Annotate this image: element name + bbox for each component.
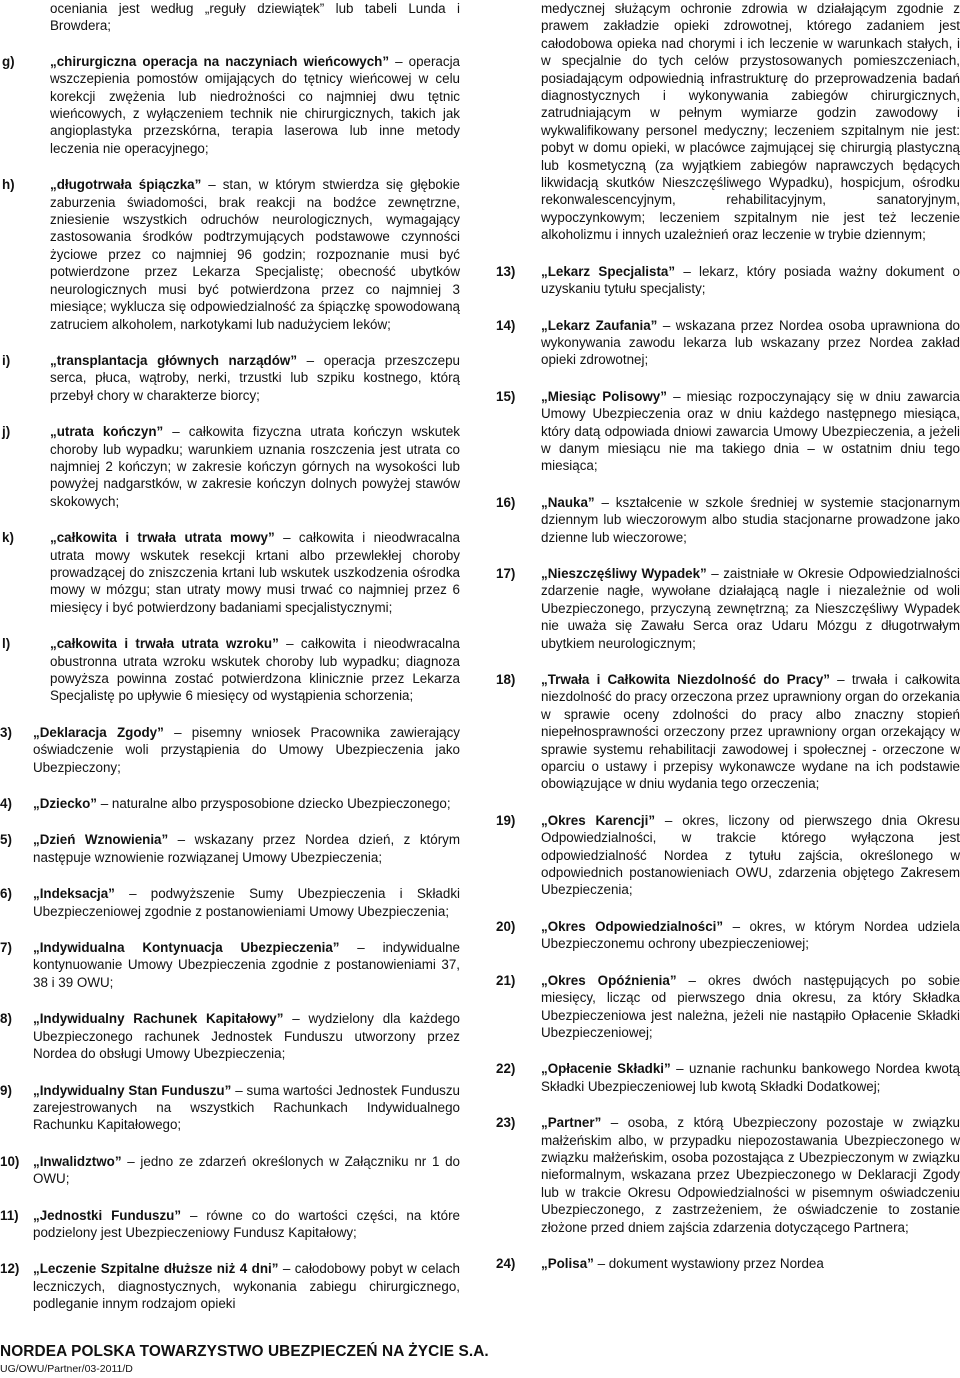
definition-text: – stan, w którym stwierdza się głębokie zaburzenia świadomości, brak reakcji na bodźce zewnętrzne, zniesienie wszystkich odruchów neurologicznych, wymagający zastosowania środków podtrzymujących podstawowe czynności życiowe przez co najmniej 96 godzin; rozpoznanie musi być potwierdzone przez Lekarza Specjalistę; obecność ubytków neurologicznych musi być potwierdzona przez co najmniej 3 miesiące; wyklucza się odpowiedzialność za śpiączkę spowodowaną zatruciem alkoholem, narkotykami lub nadużyciem leków; (50, 177, 460, 332)
item-number: 14) (496, 317, 516, 333)
definition-text: – kształcenie w szkole średniej w systemie stacjonarnym dziennym lub wieczorowym albo studia stacjonarne prowadzone jako dzienne lub wieczorowe; (541, 494, 960, 545)
item-number: h) (2, 177, 15, 193)
item-number: 22) (496, 1061, 516, 1077)
definition-text: – całodobowy pobyt w celach leczniczych, diagnostycznych, wykonania zabiegu chirurgicznego, podleganie innym rodzajom opieki (33, 1261, 461, 1312)
definition-9 (0, 1082, 460, 1134)
item-number: 19) (496, 812, 516, 828)
definition-text: – pisemny wniosek Pracownika zawierający oświadczenie woli przystąpienia do Umowy Ubezpieczenia jako Ubezpieczony; (33, 724, 460, 775)
item-number: 5) (0, 832, 12, 848)
definition-text: – lekarz, który posiada ważny dokument o uzyskaniu tytułu specjalisty; (541, 263, 960, 297)
term: „transplantacja głównych narządów” (50, 352, 298, 368)
definition-text: – indywidualne kontynuowanie Umowy Ubezpieczenia zgodnie z postanowieniami 37, 38 i 39 OWU; (33, 940, 460, 990)
term: „Indywidualna Kontynuacja Ubezpieczenia” (33, 940, 340, 956)
definition-text: – okres dwóch następujących po sobie miesięcy, licząc od pierwszego dnia okresu, za który Składka Ubezpieczeniowa jest należna, jeżeli nie nastąpiło Opłacenie Składki Ubezpieczeniowej; (541, 972, 960, 1040)
item-number: 24) (496, 1255, 516, 1271)
definition-6 (0, 885, 460, 920)
item-number: 18) (496, 672, 516, 687)
definition-text: – operacja wszczepienia pomostów omijających do tętnicy wieńcowej w celu korekcji zwężenia lub niedrożności co najmniej dwu tętnic wieńcowych, z wyłączeniem technik nie chirurgicznych, takich jak angioplastyka przezskórna, terapia laserowa lub inne metody leczenia nie operacyjnego; (50, 53, 460, 156)
left-intro: oceniania jest według „reguły dziewiątek” lub tabeli Lunda i Browdera; (50, 1, 460, 34)
item-number: 12) (0, 1261, 20, 1277)
term: „Indeksacja” (33, 886, 115, 902)
right-column (496, 0, 960, 1272)
definition-text: – okres, w którym Nordea udziela Ubezpieczonemu ochrony ubezpieczeniowej; (541, 918, 960, 952)
term: „Nauka” (541, 494, 595, 510)
definition-text: – miesiąc rozpoczynający się w dniu zawarcia Umowy Ubezpieczenia oraz w dniu każdego następnego miesiąca, który datą odpowiada dniowi zawarcia Umowy Ubezpieczenia, a jeżeli w danym miesiącu nie ma takiego dnia – w ostatnim dniu tego miesiąca; (541, 388, 960, 474)
term: „Dzień Wznowienia” (33, 832, 169, 848)
definition-text: – okres, liczony od pierwszego dnia Okresu Odpowiedzialności, w trakcie którego wyłączona jest odpowiedzialność Nordea z tytułu zajścia, określonego w odpowiednich postanowieniach OWU, zdarzenia objętego Zakresem Ubezpieczenia; (541, 812, 960, 898)
definition-h (0, 176, 460, 333)
definition-text: – całkowita i nieodwracalna utrata mowy wskutek resekcji krtani albo przewlekłej choroby prowadzącej do zniszczenia krtani lub wskutek uszkodzenia ośrodka mowy w mózgu; stan utraty mowy musi trwać co najmniej przez 6 miesięcy i być potwierdzony badaniami specjalistycznymi; (50, 530, 460, 615)
item-number: l) (2, 636, 11, 652)
definition-text: – trwała i całkowita niezdolność do pracy orzeczona przez uprawniony organ do orzekania w sprawie oceny zdolności do pracy albo znaczny stopień niepełnosprawności orzeczony przez uprawniony organ orzekający w sprawie systemu rehabilitacji zawodowej i społecznej - orzeczone w oparciu o ustawy i przepisy wykonawcze wydane na ich podstawie obowiązujące w dniu wydania tego orzeczenia; (541, 672, 960, 792)
term: „Dziecko” (33, 796, 97, 812)
term: „Opłacenie Składki” (541, 1061, 671, 1077)
definition-17 (496, 565, 960, 652)
definition-text: – uznanie rachunku bankowego Nordea kwotą Składki Ubezpieczeniowej lub kwotą Składki Dodatkowej; (541, 1061, 960, 1094)
term: „Okres Opóźnienia” (541, 972, 677, 988)
term: „Miesiąc Polisowy” (541, 388, 667, 404)
definition-7 (0, 939, 460, 991)
item-number: 6) (0, 886, 12, 902)
definition-text: – operacja przeszczepu serca, płuca, wątroby, nerki, trzustki lub szpiku kostnego, którą przebył chory w charakterze biorcy; (50, 352, 460, 403)
item-number: 13) (496, 263, 516, 279)
right-intro: medycznej służącym ochronie zdrowia w działającym zgodnie z prawem zakładzie opieki zdrowotnej, którego zadaniem jest całodobowa opieka nad chorymi i ich leczenie w warunkach stałych, i w specjalnie do tych celów przystosowanych pomieszczeniach, posiadającym odpowiednią infrastrukturę do przeprowadzenia badań diagnostycznych i wykonywania zabiegów chirurgicznych, zatrudniającym w pełnym wymiarze godzin zawodowy i wykwalifikowany personel medyczny; leczeniem szpitalnym nie jest: pobyt w domu opieki, w placówce zajmującej się chirurgią plastyczną lub kosmetyczną (za wyjątkiem zabiegów naprawczych będących likwidacją skutków Nieszczęśliwego Wypadku), hospicjum, ośrodku rekonwalescencyjnym, rehabilitacyjnym, sanatoryjnym, wypoczynkowym; leczeniem szpitalnym nie jest też leczenie alkoholizmu i innych uzależnień oraz leczenie w trybie dziennym; (541, 1, 960, 243)
definition-13 (496, 263, 960, 298)
term: „Nieszczęśliwy Wypadek” (541, 565, 707, 581)
left-column (0, 0, 460, 1313)
item-number: 11) (0, 1207, 19, 1223)
item-number: 3) (0, 724, 12, 740)
item-number: 17) (496, 565, 516, 581)
definition-18 (496, 671, 960, 793)
definition-15 (496, 388, 960, 475)
definition-24 (496, 1255, 960, 1272)
definition-text: – wskazana przez Nordea osoba uprawniona do wykonywania zawodu lekarza lub wskazany przez Nordea zakład opieki zdrowotnej; (541, 317, 960, 368)
item-number: 7) (0, 940, 12, 956)
term: „Okres Karencji” (541, 812, 656, 828)
item-number: 10) (0, 1153, 20, 1169)
item-number: g) (2, 53, 15, 69)
term: „Lekarz Zaufania” (541, 317, 658, 333)
term: „Partner” (541, 1115, 602, 1131)
definition-12 (0, 1260, 460, 1312)
term: „całkowita i trwała utrata wzroku” (50, 636, 279, 652)
term: „Polisa” (541, 1255, 594, 1271)
term: „Lekarz Specjalista” (541, 263, 676, 279)
item-number: j) (2, 424, 11, 440)
definition-text: – całkowita fizyczna utrata kończyn wskutek choroby lub wypadku; warunkiem uznania roszczenia jest utrata co najmniej 2 kończyn; w zakresie kończyn górnych na wysokości lub powyżej nadgarstków, w zakresie kończyn dolnych powyżej stawów skokowych; (50, 424, 461, 509)
definition-23 (496, 1114, 960, 1236)
item-number: 20) (496, 918, 516, 934)
term: „Inwalidztwo” (33, 1153, 122, 1169)
term: „Okres Odpowiedzialności” (541, 918, 724, 934)
term: „całkowita i trwała utrata mowy” (50, 530, 275, 546)
item-number: 8) (0, 1011, 12, 1027)
definition-14 (496, 317, 960, 369)
definition-text: – zaistniałe w Okresie Odpowiedzialności zdarzenie nagłe, wywołane działającą nagle i niezależnie od woli Ubezpieczonego, przyczyną zewnętrzną; za Nieszczęśliwy Wypadek nie uważa się Zawału Serca oraz Udaru Mózgu z długotrwałym ubytkiem neurologicznym; (541, 565, 960, 651)
definition-19 (496, 812, 960, 899)
term: „długotrwała śpiączka” (50, 177, 202, 193)
term: „chirurgiczna operacja na naczyniach wieńcowych” (50, 53, 390, 69)
definition-22 (496, 1060, 960, 1095)
definition-text: – równe co do wartości części, na które podzielony jest Ubezpieczeniowy Fundusz Kapitałowy; (33, 1207, 460, 1240)
definition-text: – całkowita i nieodwracalna obustronna utrata wzroku wskutek choroby lub wypadku; diagnoza powyższa powinna zostać potwierdzona klinicznie przez Lekarza Specjalistę po upływie 6 miesięcy od wystąpienia schorzenia; (50, 636, 461, 704)
definition-8 (0, 1010, 460, 1062)
definition-21 (496, 972, 960, 1042)
term: „utrata kończyn” (50, 424, 164, 440)
item-number: 15) (496, 388, 516, 404)
definition-text: – wskazany przez Nordea dzień, z którym następuje wznowienie rozwiązanej Umowy Ubezpieczenia; (33, 832, 460, 865)
definition-10 (0, 1153, 460, 1188)
term: „Jednostki Funduszu” (33, 1207, 182, 1223)
definition-text: – jedno ze zdarzeń określonych w Załączniku nr 1 do OWU; (33, 1153, 460, 1187)
definition-i (0, 352, 460, 404)
definition-text: – naturalne albo przysposobione dziecko Ubezpieczonego; (97, 796, 451, 812)
definition-text: – dokument wystawiony przez Nordea (593, 1255, 824, 1271)
definition-5 (0, 831, 460, 866)
item-number: 16) (496, 494, 516, 510)
definition-4 (0, 795, 460, 812)
definition-g (0, 53, 460, 157)
definition-20 (496, 918, 960, 953)
term: „Indywidualny Rachunek Kapitałowy” (33, 1011, 284, 1027)
definition-j (0, 423, 460, 510)
definition-l (0, 635, 460, 705)
definition-k (0, 529, 460, 616)
definition-11 (0, 1207, 460, 1242)
definition-3 (0, 724, 460, 776)
item-number: 21) (496, 972, 516, 988)
definition-text: – osoba, z którą Ubezpieczony pozostaje w związku małżeńskim albo, w przypadku niepozostawania Ubezpieczonego w związku małżeńskim, osoba pozostająca z Ubezpieczonym w związku nieformalnym, wskazana przez Ubezpieczonego w Deklaracji Zgody lub w trakcie Okresu Odpowiedzialności w pisemnym oświadczeniu Ubezpieczonego, z zastrzeżeniem, że oświadczenie to zostanie złożone przed dniem zajścia zdarzenia dotyczącego Partnera; (541, 1115, 960, 1235)
term: „Trwała i Całkowita Niezdolność do Pracy” (541, 672, 830, 687)
term: „Deklaracja Zgody” (33, 724, 164, 740)
definition-16 (496, 494, 960, 546)
item-number: 23) (496, 1115, 516, 1131)
definition-text: – suma wartości Jednostek Funduszu zarejestrowanych na wszystkich Rachunkach Indywidualnego Rachunku Kapitałowego; (33, 1082, 460, 1133)
definition-text: – podwyższenie Sumy Ubezpieczenia i Składki Ubezpieczeniowej zgodnie z postanowieniami Umowy Ubezpieczenia; (33, 886, 460, 919)
item-number: 9) (0, 1082, 12, 1098)
item-number: i) (2, 352, 11, 368)
term: „Leczenie Szpitalne dłuższe niż 4 dni” (33, 1261, 279, 1277)
term: „Indywidualny Stan Funduszu” (33, 1082, 232, 1098)
definition-text: – wydzielony dla każdego Ubezpieczonego rachunek Jednostek Funduszu utworzony przez Nordea do obsługi Umowy Ubezpieczenia; (33, 1011, 460, 1062)
item-number: k) (2, 530, 14, 546)
document-code: UG/OWU/Partner/03-2011/D (0, 1363, 133, 1375)
footer-company-name: NORDEA POLSKA TOWARZYSTWO UBEZPIECZEŃ NA ŻYCIE S.A. (0, 1343, 489, 1360)
item-number: 4) (0, 796, 12, 812)
